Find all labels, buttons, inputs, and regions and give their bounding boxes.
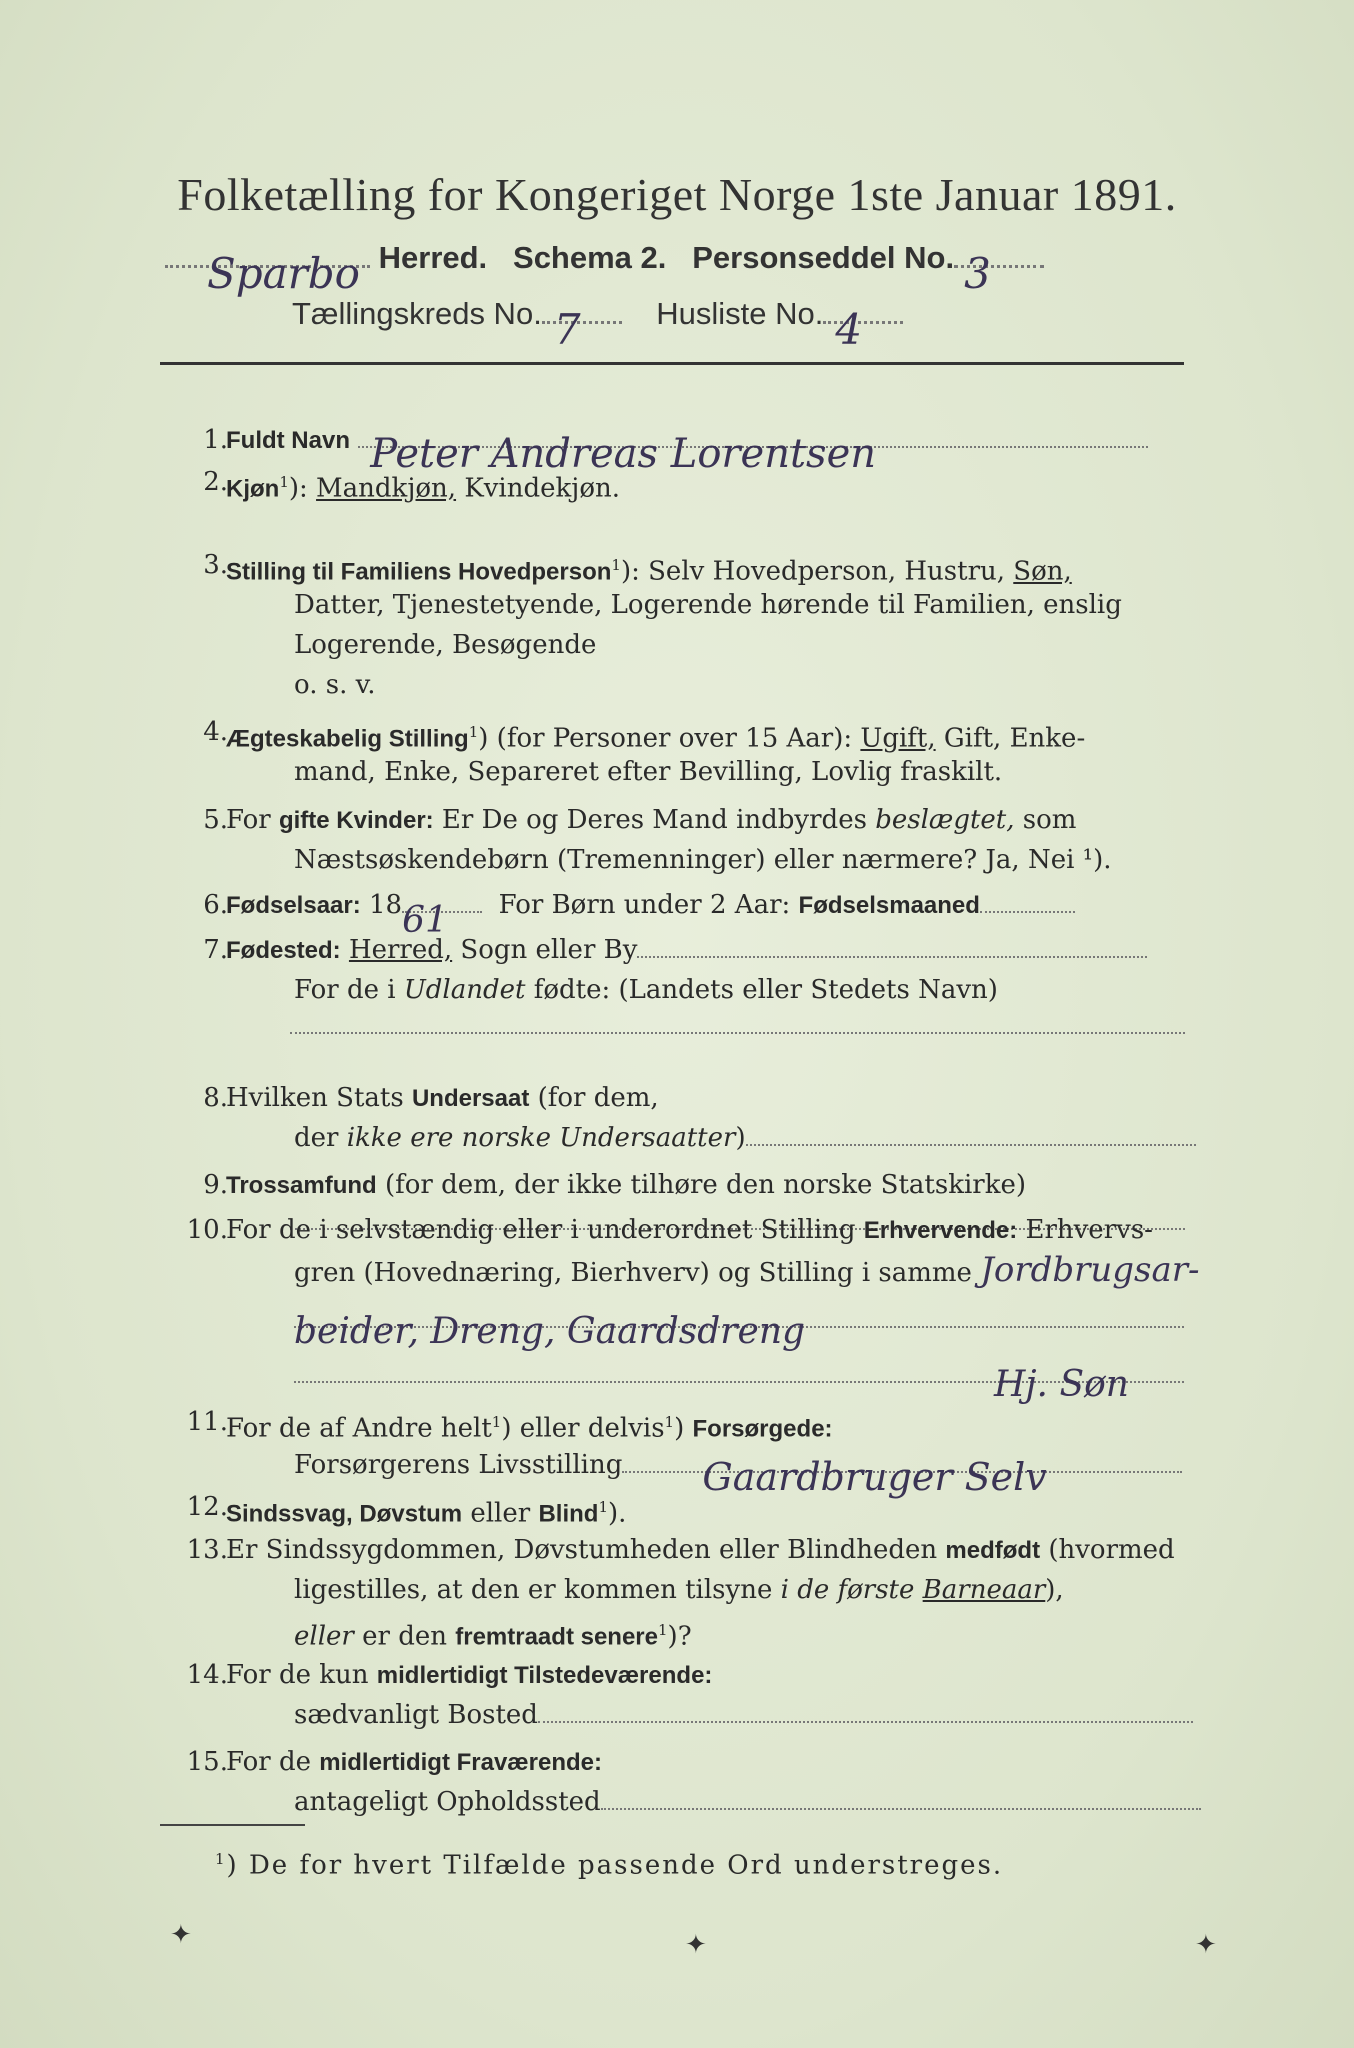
citizen-pre: Hvilken Stats [226,1083,404,1113]
birth-year-prefix: 18 [368,890,403,920]
supported-pre: For de af Andre helt [226,1413,492,1444]
header-line-2 [292,296,903,354]
provider-field [622,1455,1182,1499]
occupation-text: Erhvervs- [1025,1215,1153,1245]
herred-label: Herred. [378,240,488,275]
birthplace-text: Sogn eller By [460,935,638,965]
occupation-label: Erhvervende: [863,1217,1018,1244]
corner-mark-left: ✦ [170,1920,192,1950]
family-position-sup: 1 [611,556,621,574]
item-8-number: 8. [203,1083,228,1113]
temp-absent-label: midlertidigt Fraværende: [319,1749,602,1776]
item-2-number: 2. [203,467,228,497]
birth-month-pre: For Børn under 2 Aar: [498,890,791,920]
personseddel-label: Personseddel No. [692,240,955,275]
item-7-number: 7. [203,935,228,965]
husliste-no: 4 [835,305,863,354]
married-pre: For [226,805,271,835]
later-pre: er den [362,1621,447,1652]
marital-label: Ægteskabelig Stilling [226,725,469,753]
birth-year-value: 61 [402,900,448,941]
marital-text-2: Gift, Enke- [943,723,1086,754]
header-rule [160,362,1184,365]
header-line-1 [165,240,1044,298]
herred-field [165,249,370,298]
stay-place-field [601,1808,1201,1810]
religion-label: Trossamfund [226,1172,377,1199]
congenital-pre: Er Sindssygdommen, Døvstumheden eller Blindheden [226,1535,938,1565]
birthplace-label: Fødested: [226,937,341,964]
kreds-no: 7 [553,305,581,354]
citizen-line-2-end: ) [735,1123,746,1153]
birth-year-field [402,900,482,941]
census-form: Folketælling for Kongeriget Norge 1ste Januar 1891. Sparbo Herred. Schema 2. Personseddel No. 3 Tællingskreds No. 7 Husliste No. 4 1. Fuldt Navn Peter Andreas Lorentsen 2. Kjøn$^1$): Mandkjøn, Kvindekjøn. 3. Stilling til Familiens Hovedperson$^1$): Selv Hovedperson, Hustru, Søn, Datter, Tjenestetyende, Logerende hørende til Familien, enslig Logerende, Besøgende o. s. v. 4. Ægteskabelig Stilling$^1$) (for Personer over 15 Aar): Ugift, Gift, Enke- mand, Enke, Separeret efter Bevilling, Lovlig fraskilt. 5. For gifte Kvinder: Er De og Deres Mand indbyrdes beslægtet, som Næstsøskendebørn (Tremenninger) eller nærmere? Ja, Nei ¹). 6. Fødselsaar: 18 61 For Børn under 2 Aar: Fødselsmaaned 7. Fødested: Herred, Sogn eller By For de i Udlandet fødte: (Landets eller Stedets Navn) 8. Hvilken Stats Undersaat (for dem, der ikke ere norske Undersaatter) 9. Trossamfund (for dem, der ikke tilhøre den norske Statskirke) 10. For de i selvstændig eller i underordnet Stilling Erhvervende: Erhvervs- gren (Hovednæring, Bierhverv) og Stilling i samme Jordbrugsar- beider, Dreng, Gaardsdreng Hj. Søn 11. For de af Andre helt$^1$) eller delvis$^1$) Forsørgede: Forsørgerens Livsstilling Gaardbruger Selv 12. Sindssvag, Døvstum eller Blind$^1$). 13. Er Sindssygdommen, Døvstumheden eller Blindheden medfødt (hvormed ligestilles, at den er kommen tilsyne i de første Barneaar), eller er den fremtraadt senere$^1$)? 14. For de kun midlertidigt Tilstedeværende: sædvanligt Bosted 15. For de midlertidigt Fraværende: antageligt Opholdssted $^1$) De for hvert Tilfælde passende Ord understreges. ✦ ✦ ✦ [0,0,1354,2048]
abroad-text: fødte: (Landets eller Stedets Navn) [533,975,998,1005]
family-position-line-2: Datter, Tjenestetyende, Logerende hørende til Familien, enslig [294,590,1122,620]
sex-colon: ): [288,473,308,504]
husliste-field [823,305,903,354]
later-italic: eller [294,1621,354,1652]
married-women-label: gifte Kvinder: [278,807,434,834]
occupation-pre: For de i selvstændig eller i underordnet Stilling [226,1215,856,1245]
sex-label: Kjøn [226,475,280,503]
sex-female: Kvindekjøn. [464,473,620,504]
citizen-text: (for dem, [537,1083,659,1113]
later-end: )? [667,1621,692,1652]
congenital-italic: i de første [780,1575,915,1605]
birth-month-field [980,911,1075,913]
occupation-field-2 [294,1364,1184,1405]
item-5-number: 5. [203,805,228,835]
item-1-number: 1. [203,425,228,455]
sex-sup: 1 [279,473,289,491]
occupation-field-1 [294,1311,1184,1352]
abroad-word: Udlandet [403,975,526,1005]
disability-or: eller [470,1498,531,1529]
item-6-number: 6. [203,890,228,920]
supported-label: Forsørgede: [692,1415,833,1443]
schema-label: Schema 2. [513,240,667,275]
corner-mark-right: ✦ [1195,1930,1217,1960]
congenital-line-2: ligestilles, at den er kommen tilsyne [294,1575,773,1605]
full-name-field [358,431,1148,477]
item-15-number: 15. [186,1747,228,1777]
birth-month-label: Fødselsmaaned [798,892,980,919]
congenital-text: (hvormed [1048,1535,1175,1565]
family-position-line-4: o. s. v. [294,670,376,700]
temp-present-pre: For de kun [226,1660,369,1690]
marital-sup: 1 [468,723,479,741]
abroad-pre: For de i [294,975,396,1005]
married-related: beslægtet, [875,805,1015,835]
congenital-childhood: Barneaar [922,1575,1046,1605]
congenital-label: medfødt [945,1537,1041,1564]
abroad-field [290,1032,1185,1034]
citizen-line-2-italic: ikke ere norske Undersaatter [346,1123,736,1153]
kreds-label: Tællingskreds No. [292,296,542,331]
disability-end: ). [607,1498,627,1529]
family-position-line-3: Logerende, Besøgende [294,630,597,660]
footnote-rule [160,1824,305,1826]
usual-residence-label: sædvanligt Bosted [294,1700,538,1730]
marital-text: ) (for Personer over 15 Aar): [478,723,853,754]
full-name-value: Peter Andreas Lorentsen [370,431,877,477]
citizen-line-2-pre: der [294,1123,339,1153]
married-line-2: Næstsøskendebørn (Tremenninger) eller nærmere? Ja, Nei ¹). [294,845,1112,875]
marital-unmarried: Ugift, [860,723,936,754]
item-4-number: 4. [203,717,228,747]
temp-absent-pre: For de [226,1747,311,1777]
disability-label: Sindssvag, Døvstum [226,1500,463,1528]
occupation-value-1: Jordbrugsar- [980,1250,1200,1290]
family-position-text: ): Selv Hovedperson, Hustru, [620,556,1006,587]
item-11-number: 11. [186,1407,228,1437]
married-text-2: som [1022,805,1077,835]
disability-blind: Blind [538,1500,599,1528]
citizen-field [746,1144,1196,1146]
provider-label: Forsørgerens Livsstilling [294,1450,623,1480]
citizen-label: Undersaat [411,1085,530,1112]
stay-place-label: antageligt Opholdssted [294,1787,601,1817]
corner-mark-center: ✦ [685,1930,707,1960]
birthplace-field [637,956,1147,958]
full-name-label: Fuldt Navn [226,427,350,454]
occupation-value-3: Hj. Søn [994,1364,1129,1405]
herred-name: Sparbo [207,249,360,298]
personseddel-no: 3 [964,249,991,298]
husliste-label: Husliste No. [656,296,824,331]
birthplace-herred: Herred, [348,935,453,965]
occupation-value-2: beider, Dreng, Gaardsdreng [294,1311,806,1352]
footnote [215,1850,1003,1881]
item-13-number: 13. [186,1535,228,1565]
footnote-text: ) De for hvert Tilfælde passende Ord understreges. [226,1850,1004,1881]
religion-text: (for dem, der ikke tilhøre den norske Statskirke) [384,1170,1027,1200]
kreds-field [542,305,622,354]
congenital-line-2-end: ), [1045,1575,1064,1605]
item-3-number: 3. [203,550,228,580]
item-12-number: 12. [186,1492,228,1522]
provider-value: Gaardbruger Selv [702,1455,1047,1499]
temp-present-label: midlertidigt Tilstedeværende: [376,1662,713,1689]
family-position-son: Søn, [1013,556,1072,587]
form-title: Folketælling for Kongeriget Norge 1ste Januar 1891. [177,169,1177,220]
item-10-number: 10. [186,1215,228,1245]
personseddel-field [954,249,1044,298]
occupation-line-2: gren (Hovednæring, Bierhverv) og Stilling i samme [294,1258,972,1288]
item-9-number: 9. [203,1170,228,1200]
supported-mid: ) eller delvis [501,1413,665,1444]
footnote-sup: 1 [215,1850,227,1868]
family-position-label: Stilling til Familiens Hovedperson [226,558,612,586]
later-label: fremtraadt senere [455,1623,658,1651]
birth-year-label: Fødselsaar: [226,892,361,919]
item-14-number: 14. [186,1660,228,1690]
marital-line-2: mand, Enke, Separeret efter Bevilling, Lovlig fraskilt. [294,757,1003,787]
married-text: Er De og Deres Mand indbyrdes [441,805,867,835]
usual-residence-field [538,1721,1193,1723]
sex-male: Mandkjøn, [316,473,457,504]
